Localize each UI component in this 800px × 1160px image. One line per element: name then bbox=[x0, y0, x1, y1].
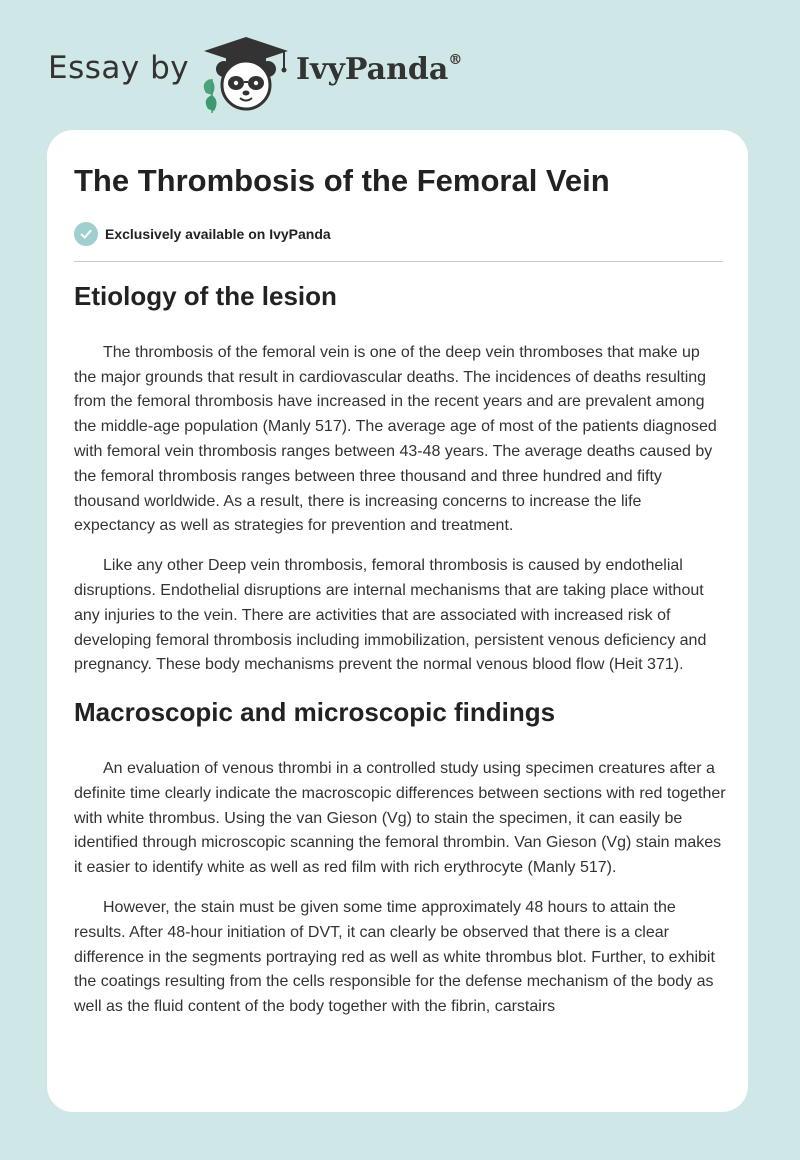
paragraph: However, the stain must be given some time approximately 48 hours to attain the results. After 48-hour initiation of DVT, it can clearly be observed that there is a clear difference in the segments portraying red as well as white thrombus blot. Further, to exhibit the coatings resulting from the cells responsible for the defense mechanism of the body as well as the fluid content of the body together with the fibrin, carstairs bbox=[74, 898, 715, 1016]
essay-card bbox=[47, 130, 748, 1112]
paragraph: An evaluation of venous thrombi in a controlled study using specimen creatures after a definite time clearly indicate the macroscopic differences between sections with red together with white thrombus. Using the van Gieson (Vg) to stain the specimen, it can easily be identified through microscopic scanning the femoral thrombin. Van Gieson (Vg) stain makes it easier to identify white as well as red film with rich erythrocyte (Manly 517). bbox=[74, 759, 726, 877]
section-heading-findings: Macroscopic and microscopic findings bbox=[74, 697, 556, 728]
check-icon bbox=[74, 222, 98, 246]
exclusive-badge bbox=[74, 222, 331, 246]
paragraph: The thrombosis of the femoral vein is one of the deep vein thromboses that make up the major grounds that result in cardiovascular deaths. The incidences of deaths resulting from the femoral thrombosis have increased in the recent years and are prevalent among the middle-age population (Manly 517). The average age of most of the patients diagnosed with femoral vein thrombosis ranges between 43-48 years. The average deaths caused by the femoral thrombosis ranges between three thousand and three hundred and fifty thousand worldwide. As a result, there is increasing concerns to increase the life expectancy as well as strategies for prevention and treatment. bbox=[74, 343, 717, 535]
registered-mark: ® bbox=[448, 52, 463, 68]
site-header bbox=[48, 30, 568, 110]
exclusive-badge-label: Exclusively available on IvyPanda bbox=[105, 226, 331, 242]
brand-name[interactable] bbox=[296, 52, 462, 87]
divider bbox=[74, 261, 723, 262]
section-heading-etiology: Etiology of the lesion bbox=[74, 281, 337, 311]
page-title: The Thrombosis of the Femoral Vein bbox=[74, 163, 610, 198]
brand-text: IvyPanda bbox=[296, 52, 449, 87]
paragraph: Like any other Deep vein thrombosis, femoral thrombosis is caused by endothelial disruptions. Endothelial disruptions are internal mechanisms that are taking place without any injuries to the vein. There are activities that are associated with increased risk of developing femoral thrombosis including immobilization, persistent venous deficiency and pregnancy. These body mechanisms prevent the normal venous blood flow (Heit 371). bbox=[74, 557, 707, 674]
essay-body bbox=[74, 280, 726, 1035]
panda-logo-icon[interactable] bbox=[198, 35, 294, 113]
essay-by-label: Essay by bbox=[48, 50, 190, 86]
